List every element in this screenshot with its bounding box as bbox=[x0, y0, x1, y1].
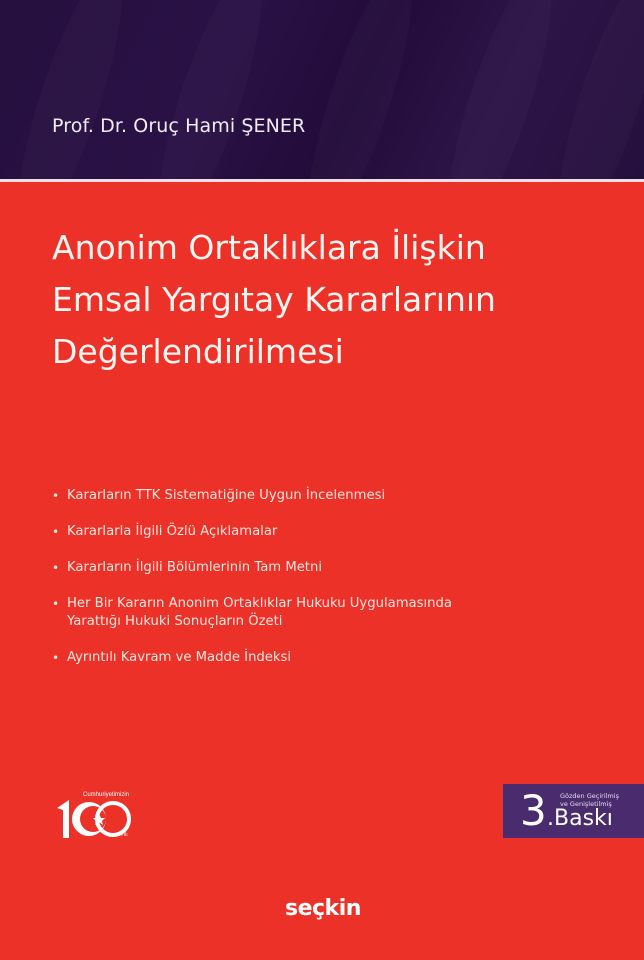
author-name: Prof. Dr. Oruç Hami ŞENER bbox=[52, 115, 306, 137]
edition-note: Gözden Geçirilmiş ve Genişletilmiş bbox=[560, 792, 619, 808]
feature-item: • Her Bir Kararın Anonim Ortaklıklar Hukuku Uygulamasında Yarattığı Hukuki Sonuçların Özeti bbox=[52, 596, 452, 629]
publisher-logo: seçkin bbox=[285, 896, 361, 921]
bullet-icon: • bbox=[52, 489, 60, 503]
bullet-icon: • bbox=[52, 651, 60, 665]
svg-text:Cumhuriyetimizin: Cumhuriyetimizin bbox=[83, 792, 130, 798]
republic-centennial-logo bbox=[55, 786, 145, 840]
svg-text:.Yılı: .Yılı bbox=[119, 832, 128, 838]
book-title bbox=[52, 222, 496, 378]
bullet-icon: • bbox=[52, 561, 60, 575]
feature-item: • Kararların İlgili Bölümlerinin Tam Metni bbox=[52, 560, 323, 575]
crescent-star-100-icon bbox=[55, 786, 145, 840]
feature-list bbox=[52, 487, 452, 685]
title-line: Değerlendirilmesi bbox=[52, 332, 344, 371]
title-line: Emsal Yargıtay Kararlarının bbox=[52, 280, 496, 319]
feature-item: • Kararlarla İlgili Özlü Açıklamalar bbox=[52, 524, 278, 539]
bullet-icon: • bbox=[52, 597, 60, 611]
title-line: Anonim Ortaklıklara İlişkin bbox=[52, 228, 486, 267]
edition-number: 3 bbox=[520, 786, 547, 835]
edition-label: .Baskı bbox=[547, 806, 613, 831]
feature-item: • Ayrıntılı Kavram ve Madde İndeksi bbox=[52, 650, 292, 665]
header-divider bbox=[0, 179, 644, 182]
cover-header-band bbox=[0, 0, 644, 179]
bullet-icon: • bbox=[52, 525, 60, 539]
edition-badge bbox=[503, 784, 644, 838]
feature-item: • Kararların TTK Sistematiğine Uygun İncelenmesi bbox=[52, 488, 386, 503]
